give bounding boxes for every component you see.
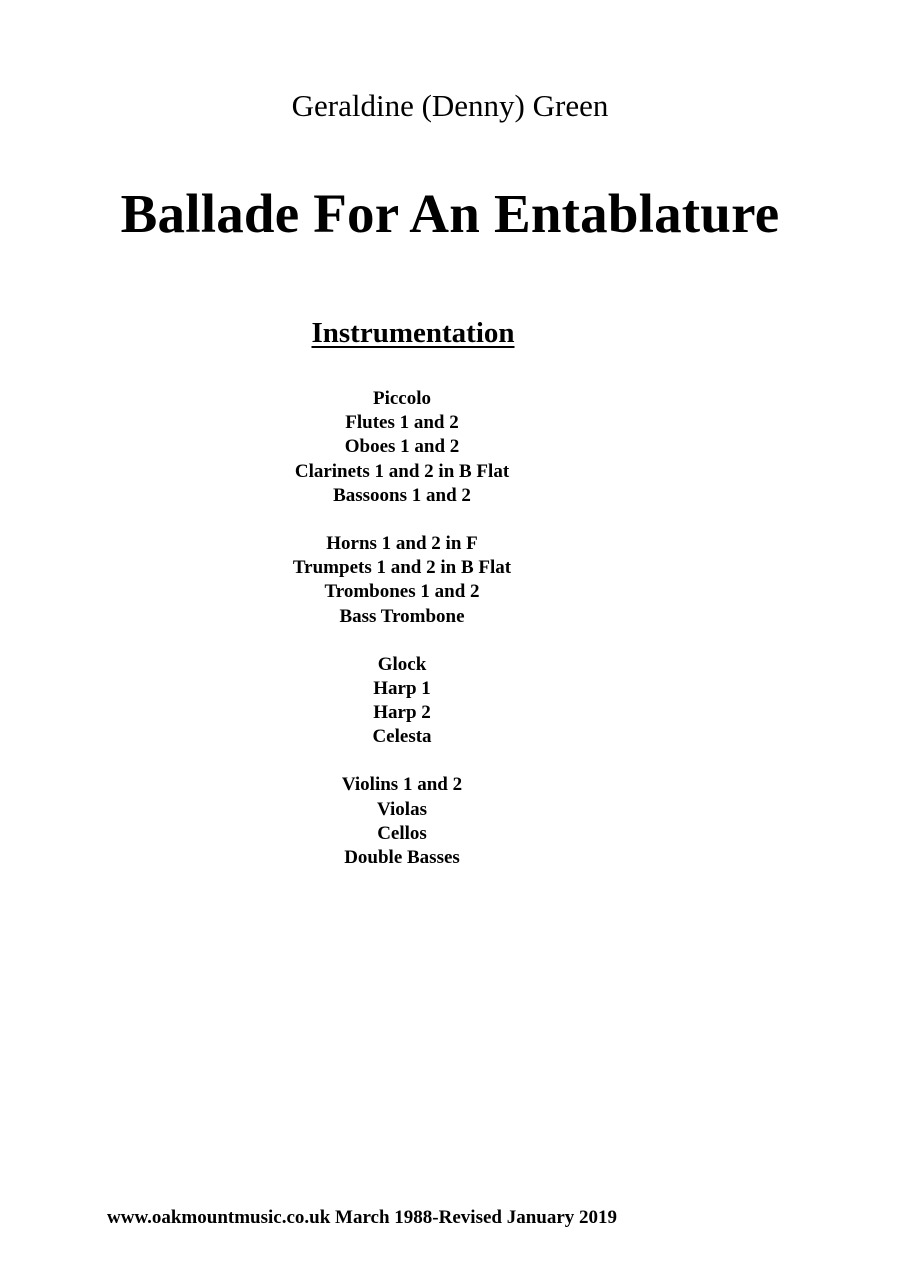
brass-group: [252, 532, 552, 629]
piece-title: Ballade For An Entablature: [120, 183, 780, 244]
instrument-item: Flutes 1 and 2: [345, 412, 459, 434]
instrument-item: Violins 1 and 2: [341, 774, 463, 796]
composer-name: Geraldine (Denny) Green: [291, 88, 609, 123]
instrument-item: Celesta: [372, 726, 432, 748]
woodwind-group: [252, 387, 552, 508]
instrument-list: [252, 387, 552, 894]
instrument-item: Horns 1 and 2 in F: [326, 532, 478, 554]
instrument-item: Harp 2: [373, 702, 431, 724]
instrument-item: Double Basses: [344, 847, 460, 868]
instrument-item: Violas: [377, 798, 427, 820]
instrument-item: Trombones 1 and 2: [324, 581, 480, 603]
footer-publisher-dates: www.oakmountmusic.co.uk March 1988-Revised January 2019: [107, 1207, 618, 1228]
instrument-item: Trumpets 1 and 2 in B Flat: [292, 557, 512, 579]
instrument-item: Oboes 1 and 2: [344, 436, 460, 458]
instrument-item: Bass Trombone: [339, 605, 465, 627]
instrument-item: Clarinets 1 and 2 in B Flat: [294, 460, 510, 482]
instrument-item: Harp 1: [373, 677, 431, 699]
instrument-item: Piccolo: [372, 388, 432, 409]
instrumentation-heading: Instrumentation: [311, 317, 515, 349]
instrument-item: Glock: [377, 653, 427, 675]
percussion-keyboard-group: [252, 653, 552, 750]
instrument-item: Bassoons 1 and 2: [333, 484, 471, 506]
strings-group: [252, 773, 552, 870]
instrument-item: Cellos: [377, 822, 427, 844]
